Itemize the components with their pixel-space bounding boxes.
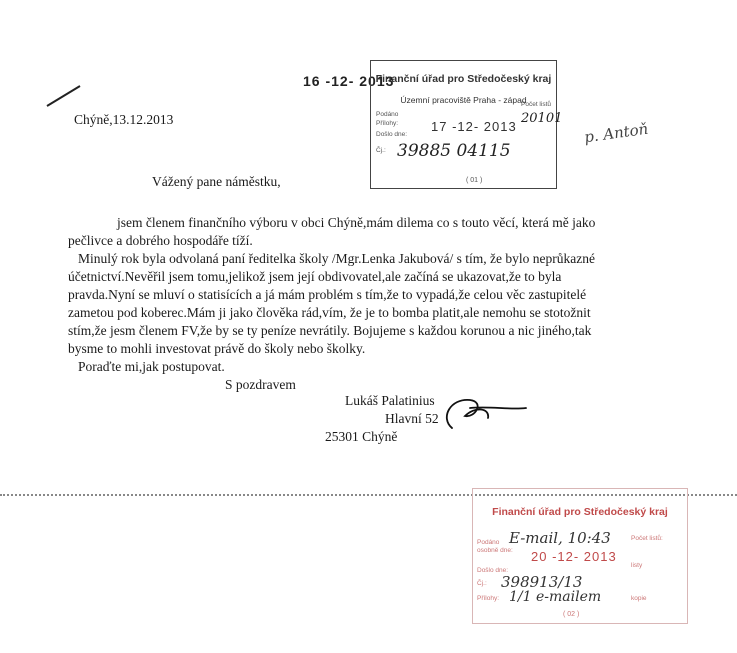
letter-line: zametou pod koberec.Mám ji jako člověka rád,vím, že je to bomba platit,ale nemohu se stotožnit xyxy=(68,305,591,320)
letter-closing: S pozdravem xyxy=(225,377,296,392)
email-label-delivered: Došlo dne: xyxy=(477,567,509,574)
email-stamp-title: Finanční úřad pro Středočeský kraj xyxy=(492,506,668,518)
signature xyxy=(430,388,530,438)
letter-paragraph-1-line-1: jsem členem finančního výboru v obci Chýně,mám dilema co s touto věcí, která mě jako xyxy=(117,215,596,230)
handwritten-note: p. Antoň xyxy=(583,119,650,147)
email-handwritten-cj: 398913/13 xyxy=(501,573,583,591)
email-label-copies: kopie xyxy=(631,595,647,602)
sender-city: 25301 Chýně xyxy=(325,429,398,444)
letter-line: pravda.Nyní se mluví o statisících a já mám problém s tím,že to vypadá,že celou věc zastupitelé xyxy=(68,287,587,302)
receipt-label-attachments: Přílohy: xyxy=(376,120,399,127)
letter-line: účetnictví.Nevěřil jsem tomu,jelikož jsem její obdivovatel,ale začíná se ukazovat,že to byla xyxy=(68,269,562,284)
letter-salutation: Vážený pane náměstku, xyxy=(152,174,281,189)
email-stamp-code: ( 02 ) xyxy=(563,611,580,618)
receipt-label-pocet: Počet listů xyxy=(521,101,551,108)
sender-street: Hlavní 52 xyxy=(385,411,439,426)
receipt-label-cj: Čj.: xyxy=(376,147,386,154)
sender-name: Lukáš Palatinius xyxy=(345,393,435,408)
email-label-cj: Čj.: xyxy=(477,580,487,587)
email-label-count: Počet listů: xyxy=(631,535,663,542)
email-label-received: Podáno osobně dne: xyxy=(477,539,513,554)
receipt-handwritten-cj: 39885 04115 xyxy=(397,141,511,161)
receipt-stamp xyxy=(370,60,563,189)
receipt-handwritten-count: 20101 xyxy=(521,111,563,126)
letter-paragraph-1-line-2: pečlivce a dobrého hospodáře tíží. xyxy=(68,233,253,248)
receipt-stamp-code: ( 01 ) xyxy=(466,177,483,184)
email-stamp-date: 20 -12- 2013 xyxy=(531,549,617,564)
letter-paragraph-3: Poraďte mi,jak postupovat. xyxy=(78,359,225,374)
receipt-stamp-title: Finanční úřad pro Středočeský kraj xyxy=(375,73,552,85)
email-stamp xyxy=(472,488,688,624)
pen-stroke-mark xyxy=(44,80,84,110)
email-handwritten-time: E-mail, 10:43 xyxy=(509,529,611,547)
letter-paragraph-2 xyxy=(68,250,668,358)
letter-line: bysme to mohli investovat právě do školy nebo školky. xyxy=(68,341,366,356)
outer-stamp-date: 16 -12- 2013 xyxy=(303,73,395,89)
receipt-label-received: Podáno xyxy=(376,111,399,118)
receipt-stamp-date: 17 -12- 2013 xyxy=(431,119,517,134)
email-label-sheets: listy xyxy=(631,562,643,569)
receipt-label-delivered: Došlo dne: xyxy=(376,131,408,138)
receipt-stamp-subtitle: Územní pracoviště Praha - západ xyxy=(400,95,527,105)
email-handwritten-attachments: 1/1 e-mailem xyxy=(509,589,602,605)
letter-line: Minulý rok byla odvolaná paní ředitelka školy /Mgr.Lenka Jakubová/ s tím, že bylo neprůkazné xyxy=(78,251,596,266)
letter-place-date: Chýně,13.12.2013 xyxy=(74,112,174,127)
email-label-attachments: Přílohy: xyxy=(477,595,500,602)
letter-line: stím,že jesm členem FV,že by se ty peníze nevrátily. Bojujeme s každou korunou a nic jiného,tak xyxy=(68,323,592,338)
